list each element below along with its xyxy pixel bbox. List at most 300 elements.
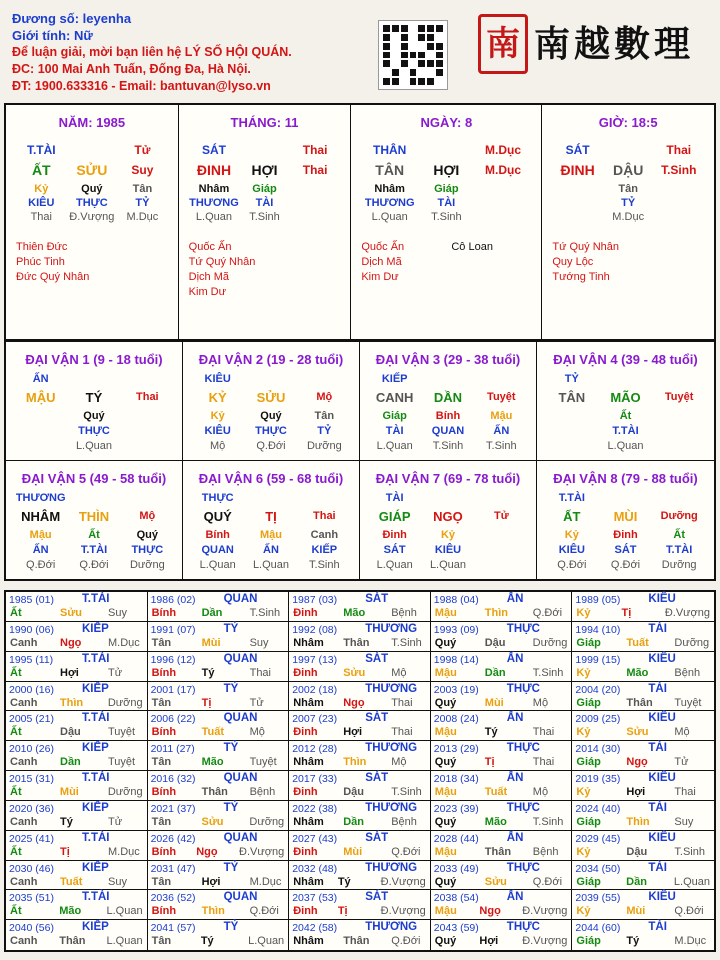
year-stem-branch — [10, 637, 143, 649]
year-cell — [431, 622, 573, 652]
dai-van-6 — [183, 460, 360, 579]
dai-van-hidden-stage-cell: L.Quan — [75, 439, 113, 452]
year-stage: Thai — [532, 756, 555, 769]
year-stage: Bệnh — [532, 845, 559, 858]
dai-van-star: ẤN — [32, 372, 49, 385]
year-label: 2008 (24) — [433, 713, 479, 726]
year-stem-branch — [152, 816, 285, 828]
dai-van-hidden-star-cell: QUAN — [201, 543, 234, 556]
year-cell — [431, 741, 573, 771]
year-cell — [6, 622, 148, 652]
dai-van-branch: TÝ — [85, 389, 103, 405]
pillar-hidden-star-cell: THƯƠNG — [364, 197, 415, 209]
dai-van-hidden-star — [368, 423, 528, 438]
year-star: TÀI — [648, 682, 667, 695]
dai-van-title: ĐẠI VẬN 3 (29 - 38 tuổi) — [375, 352, 521, 367]
pillar-hidden-stem-cell: Kỷ — [34, 183, 49, 195]
year-label: 2002 (18) — [292, 683, 338, 696]
year-label: 2007 (23) — [292, 713, 338, 726]
year-stem-branch — [576, 905, 710, 917]
pillar-hidden-stage-cell: T.Sinh — [249, 211, 280, 223]
star-row — [361, 240, 541, 255]
year-stem: Bính — [151, 845, 177, 858]
year-label: 2027 (43) — [292, 832, 338, 845]
year-branch: Dậu — [343, 786, 364, 798]
dai-van-hidden-star-cell: THỰC — [255, 424, 287, 437]
year-stage: Q.Đới — [674, 905, 704, 918]
qr-code-icon — [378, 20, 448, 90]
year-star: SÁT — [365, 593, 389, 605]
year-star: QUAN — [223, 772, 258, 784]
dai-van-branch: MÃO — [610, 389, 641, 405]
year-stem-branch — [10, 697, 143, 709]
year-cell — [431, 801, 573, 831]
year-label: 2017 (33) — [292, 773, 338, 785]
year-stem-branch — [152, 607, 285, 619]
pillar-stem-branch-cell: ĐINH — [196, 162, 232, 178]
year-star: T.TÀI — [82, 891, 110, 904]
pillar-hidden-stage-cell: T.Sinh — [431, 211, 462, 223]
dai-van-hidden-stage — [545, 557, 706, 572]
year-label: 2044 (60) — [575, 922, 621, 935]
year-cell — [431, 711, 573, 741]
dai-van-hidden-stage-cell: L.Quan — [252, 558, 290, 571]
year-stem: Bính — [151, 726, 177, 739]
year-branch: Sửu — [343, 666, 366, 679]
year-stage: L.Quan — [106, 935, 143, 948]
year-stem: Tân — [151, 756, 172, 769]
year-star: TỶ — [223, 622, 239, 635]
year-branch: Mão — [201, 756, 224, 769]
year-stage: Dưỡng — [249, 815, 285, 828]
year-stem-branch — [10, 756, 143, 768]
star-row — [552, 255, 714, 270]
year-stage: Tuyệt — [249, 756, 277, 769]
year-cell — [6, 771, 148, 801]
dai-van-hidden-star — [368, 542, 528, 557]
dai-van-hidden-star — [14, 423, 174, 438]
year-label: 2015 (31) — [9, 773, 54, 785]
year-stem-branch — [435, 905, 568, 917]
year-stage: Mộ — [674, 726, 690, 739]
year-branch: Thìn — [59, 696, 84, 709]
year-stem-branch — [435, 607, 568, 619]
year-stem-branch — [293, 667, 426, 679]
year-star: THƯƠNG — [365, 742, 418, 755]
year-cell — [148, 861, 290, 891]
dai-van-star: TỶ — [564, 372, 579, 385]
year-stage: Q.Đới — [532, 875, 563, 888]
pillar-title: GIỜ: 18:5 — [598, 115, 658, 130]
year-branch: Hợi — [343, 726, 363, 739]
year-stem-branch — [152, 637, 285, 649]
year-branch: Dậu — [60, 726, 81, 739]
year-label: 2037 (53) — [292, 892, 338, 905]
year-cell — [431, 771, 573, 801]
year-stem-branch — [435, 816, 568, 828]
star-row — [16, 270, 178, 285]
pillar-hidden-stem-cell: Giáp — [434, 183, 459, 195]
year-stem-branch — [293, 697, 426, 709]
year-branch: Thìn — [626, 815, 650, 828]
dai-van-star-row — [191, 490, 351, 505]
year-cell — [148, 890, 290, 920]
year-star: TÀI — [648, 622, 667, 635]
pillar-stem-branch-cell: HỢI — [433, 162, 460, 178]
year-branch: Mão — [343, 607, 366, 619]
dai-van-hidden-stem-cell: Quý — [83, 409, 105, 422]
dai-van-stage: Mộ — [139, 510, 156, 522]
year-stem-branch — [293, 726, 426, 738]
year-label: 1988 (04) — [433, 594, 479, 606]
star-row — [189, 285, 351, 300]
year-stem: Nhâm — [293, 636, 324, 649]
year-cell — [572, 771, 714, 801]
year-cell — [289, 682, 431, 712]
auxiliary-star: Quốc Ấn — [361, 241, 405, 253]
year-star: SÁT — [365, 712, 389, 725]
year-cell — [6, 920, 148, 950]
year-stage: Bệnh — [674, 666, 701, 679]
year-label: 2043 (59) — [433, 922, 479, 935]
year-branch: Thân — [343, 935, 370, 948]
year-star: ẤN — [506, 652, 524, 665]
year-stem: Đinh — [293, 666, 318, 679]
dai-van-star: KIẾP — [381, 372, 408, 385]
year-cell — [572, 890, 714, 920]
year-label: 1998 (14) — [433, 653, 479, 666]
year-stem: Canh — [10, 935, 38, 948]
dai-van-hidden-star-cell: KIÊU — [434, 543, 462, 556]
year-stage: Tuyệt — [108, 726, 136, 739]
year-stem: Quý — [434, 815, 457, 828]
dai-van-branch: TỊ — [265, 508, 277, 524]
owner-info — [12, 10, 292, 95]
year-label: 1992 (08) — [292, 623, 338, 636]
dai-van-stem: CANH — [375, 389, 414, 405]
year-branch: Thân — [59, 935, 86, 948]
year-stem: Kỷ — [576, 845, 591, 858]
year-label: 2016 (32) — [150, 773, 196, 785]
year-branch: Dần — [60, 756, 81, 769]
year-stage: L.Quan — [248, 935, 285, 948]
dai-van-hidden-stage-cell: Q.Đới — [26, 558, 56, 571]
year-stem: Mậu — [434, 905, 457, 918]
dai-van-star: THƯƠNG — [15, 491, 66, 504]
year-cell — [148, 771, 290, 801]
year-stem: Mậu — [434, 845, 457, 858]
pillar-hidden-stage-cell: Đ.Vượng — [69, 211, 115, 223]
dai-van-hidden-star-cell: KIÊU — [558, 543, 585, 556]
dai-van-star-row — [368, 371, 528, 386]
year-star: T.TÀI — [82, 652, 110, 665]
year-branch: Tuất — [201, 726, 224, 739]
year-stem: Giáp — [576, 636, 601, 649]
dai-van-star: KIÊU — [204, 372, 231, 385]
year-star: KIÊU — [648, 712, 676, 725]
year-cell — [148, 711, 290, 741]
pillar-hidden-stage — [552, 210, 704, 224]
year-star: SÁT — [365, 891, 389, 904]
dai-van-stem-branch — [191, 386, 351, 408]
year-star: THƯƠNG — [365, 801, 418, 814]
year-cell — [289, 861, 431, 891]
year-stem-branch — [576, 786, 710, 798]
year-stem: Ất — [10, 786, 22, 798]
annual-luck-grid — [4, 590, 716, 952]
year-stem: Kỷ — [576, 726, 591, 739]
dai-van-stem: KỶ — [208, 389, 227, 405]
year-label: 1994 (10) — [575, 623, 621, 636]
year-label: 1987 (03) — [292, 594, 338, 606]
dai-van-hidden-stem — [368, 527, 528, 542]
dai-van-stage: Dưỡng — [660, 510, 698, 522]
year-stage: Thai — [532, 726, 555, 739]
dai-van-hidden-stage-cell: L.Quan — [376, 439, 413, 452]
year-branch: Sửu — [60, 607, 83, 619]
pillar-stars-list — [361, 240, 541, 285]
year-star: QUAN — [223, 712, 258, 725]
year-stem-branch — [576, 607, 710, 619]
dai-van-stage: Thai — [313, 510, 336, 522]
year-stem-branch — [293, 756, 426, 768]
red-seal-logo: 南 — [478, 14, 528, 74]
year-star: QUAN — [223, 652, 258, 665]
dai-van-hidden-stage — [545, 438, 706, 453]
dai-van-hidden-stage-cell: L.Quan — [376, 558, 413, 571]
dai-van-title: ĐẠI VẬN 5 (49 - 58 tuổi) — [21, 471, 167, 486]
year-star: QUAN — [223, 891, 258, 904]
dai-van-title: ĐẠI VẬN 4 (39 - 48 tuổi) — [553, 352, 698, 367]
dai-van-hidden-star-cell: T.TÀI — [612, 424, 639, 437]
pillar-stem-branch-cell: M.Dục — [485, 163, 522, 177]
year-branch: Dậu — [484, 636, 506, 649]
year-star: KIẾP — [82, 622, 109, 635]
dai-van-hidden-star-cell: T.TÀI — [80, 543, 108, 556]
dai-van-hidden-stem — [191, 408, 351, 423]
year-label: 2039 (55) — [575, 892, 621, 905]
dai-van-stage: Mộ — [316, 391, 333, 403]
dai-van-hidden-stem-cell: Giáp — [382, 409, 407, 422]
year-stage: Mộ — [391, 666, 407, 679]
dai-van-hidden-stage-cell: L.Quan — [199, 558, 236, 571]
year-branch: Tị — [60, 845, 70, 858]
year-branch: Dần — [484, 666, 506, 679]
pillar-title: THÁNG: 11 — [230, 115, 299, 130]
year-label: 1995 (11) — [9, 653, 54, 666]
pillar-hidden-star — [552, 196, 704, 210]
year-stem-branch — [435, 726, 568, 738]
dai-van-hidden-stage-cell: L.Quan — [607, 439, 644, 452]
year-cell — [6, 741, 148, 771]
year-cell — [572, 622, 714, 652]
auxiliary-star: Quy Lộc — [552, 256, 594, 268]
dai-van-hidden-star-cell: THỰC — [131, 543, 164, 556]
year-cell — [148, 920, 290, 950]
year-stem-branch — [576, 637, 710, 649]
year-branch: Tị — [201, 696, 212, 709]
dai-van-stem-branch — [368, 386, 528, 408]
year-branch: Ngọ — [479, 905, 501, 918]
year-label: 2024 (40) — [575, 802, 621, 815]
year-star: ẤN — [506, 831, 524, 844]
dai-van-stage: Thai — [136, 391, 159, 403]
year-branch: Hợi — [626, 786, 646, 798]
year-branch: Ngọ — [60, 636, 82, 649]
year-stem: Đinh — [293, 786, 318, 798]
year-stem-branch — [10, 786, 143, 798]
year-branch: Hợi — [60, 666, 79, 679]
year-branch: Tý — [484, 726, 498, 739]
year-stem: Ất — [10, 607, 22, 619]
dai-van-3 — [360, 341, 537, 460]
year-stem: Nhâm — [293, 756, 324, 769]
dai-van-hidden-star-cell: SÁT — [614, 543, 637, 556]
year-branch: Mùi — [343, 845, 363, 858]
dai-van-hidden-stem-cell: Kỷ — [564, 528, 579, 541]
year-branch: Sửu — [484, 875, 507, 888]
owner-name: Đương số: leyenha — [12, 11, 132, 26]
year-label: 2041 (57) — [150, 922, 196, 935]
year-star: TÀI — [648, 921, 667, 934]
dai-van-hidden-stem-cell: Mậu — [490, 409, 513, 422]
dai-van-hidden-stage-cell: Mộ — [210, 439, 226, 452]
pillar-hidden-star-cell: TÀI — [255, 197, 274, 209]
year-stem: Bính — [151, 905, 177, 918]
year-stage: Thai — [674, 786, 696, 798]
dai-van-branch: THÌN — [78, 508, 110, 524]
year-label: 2009 (25) — [575, 713, 621, 726]
year-cell — [289, 890, 431, 920]
pillar-stem-branch-cell: TÂN — [375, 162, 405, 178]
year-branch: Mão — [59, 905, 82, 918]
year-branch: Tuất — [484, 786, 508, 798]
dai-van-star-row — [368, 490, 528, 505]
year-star: ẤN — [506, 593, 524, 605]
year-label: 2032 (48) — [292, 862, 338, 875]
dai-van-stem-branch — [14, 386, 174, 408]
pillar-hidden-star — [189, 196, 341, 210]
year-branch: Hợi — [201, 875, 221, 888]
year-branch: Ngọ — [343, 696, 365, 709]
year-stem: Đinh — [293, 607, 318, 619]
year-star: QUAN — [223, 831, 258, 844]
dai-van-hidden-star-cell: KIÊU — [204, 424, 231, 437]
year-cell — [289, 801, 431, 831]
year-cell — [148, 592, 290, 622]
year-branch: Dần — [201, 607, 223, 619]
year-stem-branch — [435, 637, 568, 649]
year-cell — [6, 831, 148, 861]
year-stem: Quý — [434, 875, 457, 888]
year-stem: Kỷ — [576, 666, 591, 679]
year-stem: Đinh — [293, 905, 318, 918]
year-stage: Thai — [391, 726, 413, 739]
dai-van-4 — [537, 341, 714, 460]
pillar-3 — [542, 105, 714, 339]
year-stem: Tân — [151, 696, 172, 709]
year-stem: Quý — [434, 756, 457, 769]
dai-van-star-row — [191, 371, 351, 386]
year-star: THƯƠNG — [365, 861, 418, 874]
year-stage: Suy — [108, 607, 127, 619]
dai-van-stem-branch — [191, 505, 351, 527]
dai-van-hidden-stage-cell: T.Sinh — [309, 558, 340, 571]
year-stage: T.Sinh — [391, 636, 422, 649]
year-label: 1997 (13) — [292, 653, 338, 666]
year-cell — [6, 711, 148, 741]
dai-van-hidden-stem-cell: Canh — [310, 528, 339, 541]
dai-van-hidden-star — [14, 542, 174, 557]
pillar-stem-star-cell: T.TÀI — [26, 143, 56, 157]
dai-van-hidden-stem — [368, 408, 528, 423]
year-stem-branch — [293, 846, 426, 858]
year-stem-branch — [152, 667, 285, 679]
dai-van-hidden-stem — [14, 408, 174, 423]
auxiliary-star: Phúc Tinh — [16, 256, 65, 268]
year-label: 2036 (52) — [150, 892, 196, 905]
dai-van-hidden-stage-cell: Dưỡng — [129, 558, 165, 571]
pillar-hidden-stem-cell: Giáp — [252, 183, 277, 195]
pillar-hidden-stage-cell: Thai — [30, 211, 52, 223]
dai-van-hidden-star-cell: T.TÀI — [666, 543, 693, 556]
year-label: 2021 (37) — [150, 802, 196, 815]
pillar-stem-star — [16, 142, 168, 158]
year-label: 1986 (02) — [150, 594, 196, 606]
year-stem-branch — [293, 786, 426, 798]
pillar-stem-star-cell: SÁT — [201, 143, 226, 157]
pillar-stem-star — [189, 142, 341, 158]
year-stage: M.Dục — [674, 935, 707, 948]
pillar-hidden-stem — [16, 182, 168, 196]
pillar-stem-branch-cell: ẤT — [31, 162, 51, 178]
year-cell — [431, 831, 573, 861]
year-branch: Tý — [337, 875, 351, 888]
year-star: TỶ — [223, 742, 239, 755]
dai-van-hidden-stem — [545, 408, 706, 423]
year-branch: Ngọ — [626, 756, 648, 769]
year-stem: Canh — [10, 696, 38, 709]
year-star: THỰC — [506, 921, 540, 934]
year-stage: Suy — [108, 875, 127, 888]
dai-van-hidden-star-cell: KIẾP — [311, 543, 338, 556]
year-label: 2003 (19) — [433, 683, 479, 696]
dai-van-star-row — [14, 371, 174, 386]
year-label: 2012 (28) — [292, 743, 338, 756]
year-branch: Thân — [626, 696, 653, 709]
year-cell — [431, 592, 573, 622]
pillar-stem-star-cell: Thai — [302, 143, 328, 157]
year-stage: Bệnh — [391, 607, 417, 619]
year-stage: L.Quan — [106, 905, 143, 918]
year-label: 2000 (16) — [9, 683, 54, 696]
brand-logo: 南越數理 — [534, 23, 695, 65]
year-branch: Tý — [200, 935, 214, 948]
dai-van-hidden-star — [545, 542, 706, 557]
dai-van-hidden-stage-cell: Q.Đới — [557, 558, 587, 571]
year-star: KIẾP — [82, 801, 109, 814]
dai-van-hidden-stage-cell: Q.Đới — [256, 439, 286, 452]
year-stem: Bính — [151, 607, 177, 619]
year-stem: Tân — [151, 815, 172, 828]
year-stem-branch — [152, 876, 285, 888]
year-branch: Tý — [201, 666, 215, 679]
year-stem: Ất — [10, 905, 22, 918]
pillar-hidden-stage — [16, 210, 168, 224]
year-cell — [431, 652, 573, 682]
year-stem-branch — [10, 846, 143, 858]
dai-van-hidden-star-cell: THỰC — [78, 424, 110, 437]
